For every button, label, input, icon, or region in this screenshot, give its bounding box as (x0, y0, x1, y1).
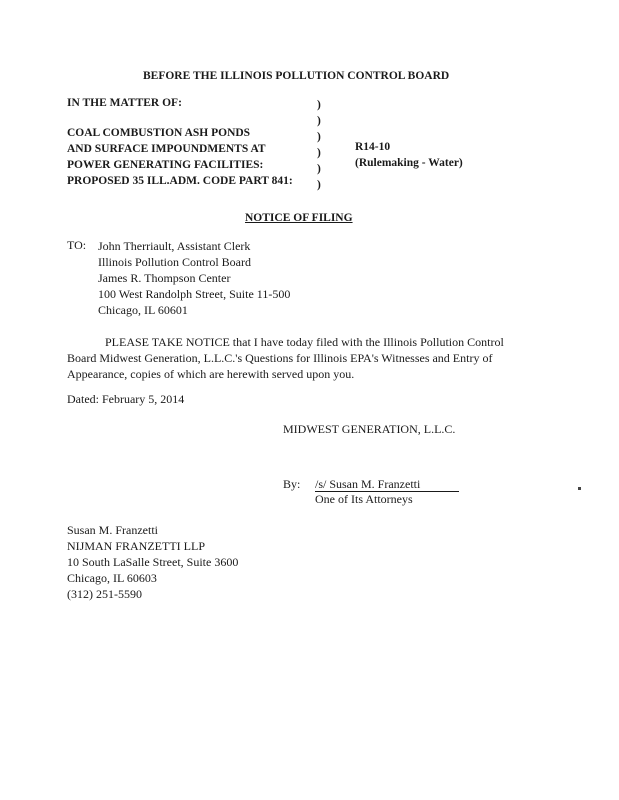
caption-title (67, 125, 293, 189)
signature-line (315, 477, 459, 492)
court-heading: BEFORE THE ILLINOIS POLLUTION CONTROL BOARD (143, 70, 450, 82)
caption-parentheses (317, 97, 321, 193)
caption-line: AND SURFACE IMPOUNDMENTS AT (67, 143, 266, 155)
addressee-line: Chicago, IL 60601 (98, 303, 188, 317)
counsel-line: Chicago, IL 60603 (67, 571, 157, 585)
notice-title: NOTICE OF FILING (245, 212, 353, 224)
addressee-line: James R. Thompson Center (98, 271, 231, 285)
signer-name: /s/ Susan M. Franzetti (315, 477, 421, 491)
counsel-line: (312) 251-5590 (67, 587, 142, 601)
dated-line: Dated: February 5, 2014 (67, 392, 185, 406)
company-name: MIDWEST GENERATION, L.L.C. (283, 422, 456, 436)
counsel-block (67, 522, 238, 602)
paren: ) (317, 131, 321, 143)
paren: ) (317, 179, 321, 191)
signer-role: One of Its Attorneys (315, 492, 413, 506)
case-type: (Rulemaking - Water) (355, 157, 463, 169)
paren: ) (317, 163, 321, 175)
scan-mark (578, 487, 581, 490)
caption-line: PROPOSED 35 ILL.ADM. CODE PART 841: (67, 175, 293, 187)
body-line: Appearance, copies of which are herewith served upon you. (67, 367, 355, 381)
paren: ) (317, 147, 321, 159)
body-line: PLEASE TAKE NOTICE that I have today filed with the Illinois Pollution Control (105, 335, 504, 349)
counsel-line: Susan M. Franzetti (67, 523, 158, 537)
caption-line: POWER GENERATING FACILITIES: (67, 159, 264, 171)
case-number: R14-10 (355, 141, 391, 153)
paren: ) (317, 99, 321, 111)
counsel-line: 10 South LaSalle Street, Suite 3600 (67, 555, 239, 569)
caption-line: COAL COMBUSTION ASH PONDS (67, 127, 251, 139)
to-label: TO: (67, 238, 87, 252)
matter-label: IN THE MATTER OF: (67, 97, 182, 109)
notice-body (67, 334, 504, 382)
addressee-block (98, 238, 290, 318)
addressee-line: John Therriault, Assistant Clerk (98, 239, 251, 253)
by-label: By: (283, 477, 301, 491)
addressee-line: 100 West Randolph Street, Suite 11-500 (98, 287, 291, 301)
counsel-line: NIJMAN FRANZETTI LLP (67, 539, 205, 553)
body-line: Board Midwest Generation, L.L.C.'s Questions for Illinois EPA's Witnesses and Entry of (67, 351, 493, 365)
addressee-line: Illinois Pollution Control Board (98, 255, 252, 269)
paren: ) (317, 115, 321, 127)
